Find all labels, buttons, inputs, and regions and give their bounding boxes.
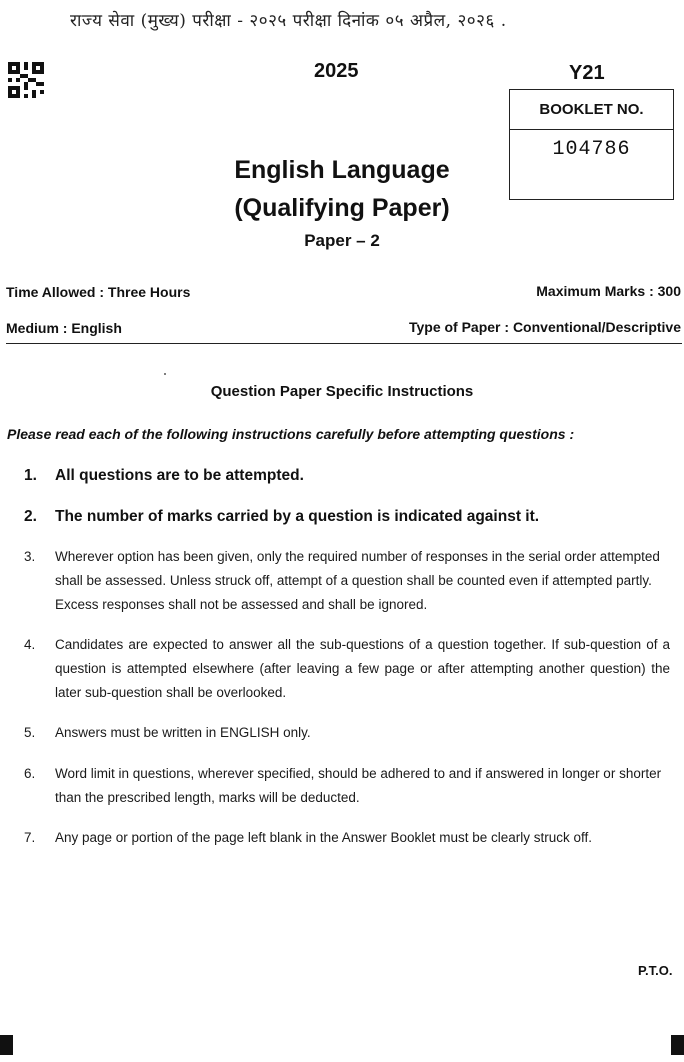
subject-subtitle: (Qualifying Paper) [234,194,450,222]
corner-mark-right [671,1035,684,1055]
paper-code: Y21 [569,62,605,84]
instructions-heading: Question Paper Specific Instructions [210,383,474,400]
divider [6,343,682,344]
instruction-item [24,633,670,705]
booklet-label: BOOKLET NO. [510,90,673,130]
item-number: 3. [24,549,36,564]
instructions-intro: Please read each of the following instructions carefully before attempting questions : [7,426,575,442]
instruction-item [24,506,670,528]
item-number: 5. [24,725,36,740]
item-text: Word limit in questions, wherever specified, should be adhered to and if answered in longer or shorter than the prescribed length, marks will be deducted. [55,766,662,805]
item-text: Answers must be written in ENGLISH only. [55,725,311,740]
paper-number: Paper – 2 [304,231,380,250]
item-number: 6. [24,766,36,781]
item-text: All questions are to be attempted. [55,467,304,484]
instruction-item [24,721,670,745]
instruction-item [24,545,670,617]
time-allowed: Time Allowed : Three Hours [6,284,191,300]
item-number: 7. [24,830,36,845]
qr-code-icon [8,62,44,98]
item-number: 1. [24,467,37,484]
item-text: The number of marks carried by a question is indicated against it. [55,508,540,525]
handwritten-exam-note: राज्य सेवा (मुख्य) परीक्षा - २०२५ परीक्षा दिनांक ०५ अप्रैल, २०२६ . [70,11,507,31]
item-text: Any page or portion of the page left blank in the Answer Booklet must be clearly struck off. [55,830,593,845]
subject-title: English Language [234,156,450,184]
item-number: 2. [24,508,37,525]
instruction-item [24,465,670,487]
type-of-paper: Type of Paper : Conventional/Descriptive [408,319,681,335]
instruction-item [24,826,670,850]
item-text: Candidates are expected to answer all the sub-questions of a question together. If sub-question of a question is attempted elsewhere (after leaving a few page or after attempting another question) the later sub-question shall be overlooked. [55,637,670,700]
corner-mark-left [0,1035,13,1055]
pto-label: P.T.O. [638,963,673,978]
exam-year: 2025 [314,60,359,82]
item-number: 4. [24,637,36,652]
instruction-item [24,762,670,810]
medium: Medium : English [6,320,122,336]
maximum-marks: Maximum Marks : 300 [536,283,681,299]
speck [164,373,166,375]
item-text: Wherever option has been given, only the required number of responses in the serial order attempted shall be assessed. Unless struck off, attempt of a question shall be counted even if attempted partly. Excess responses shall not be assessed and shall be ignored. [55,549,660,612]
booklet-number: 104786 [552,138,631,161]
